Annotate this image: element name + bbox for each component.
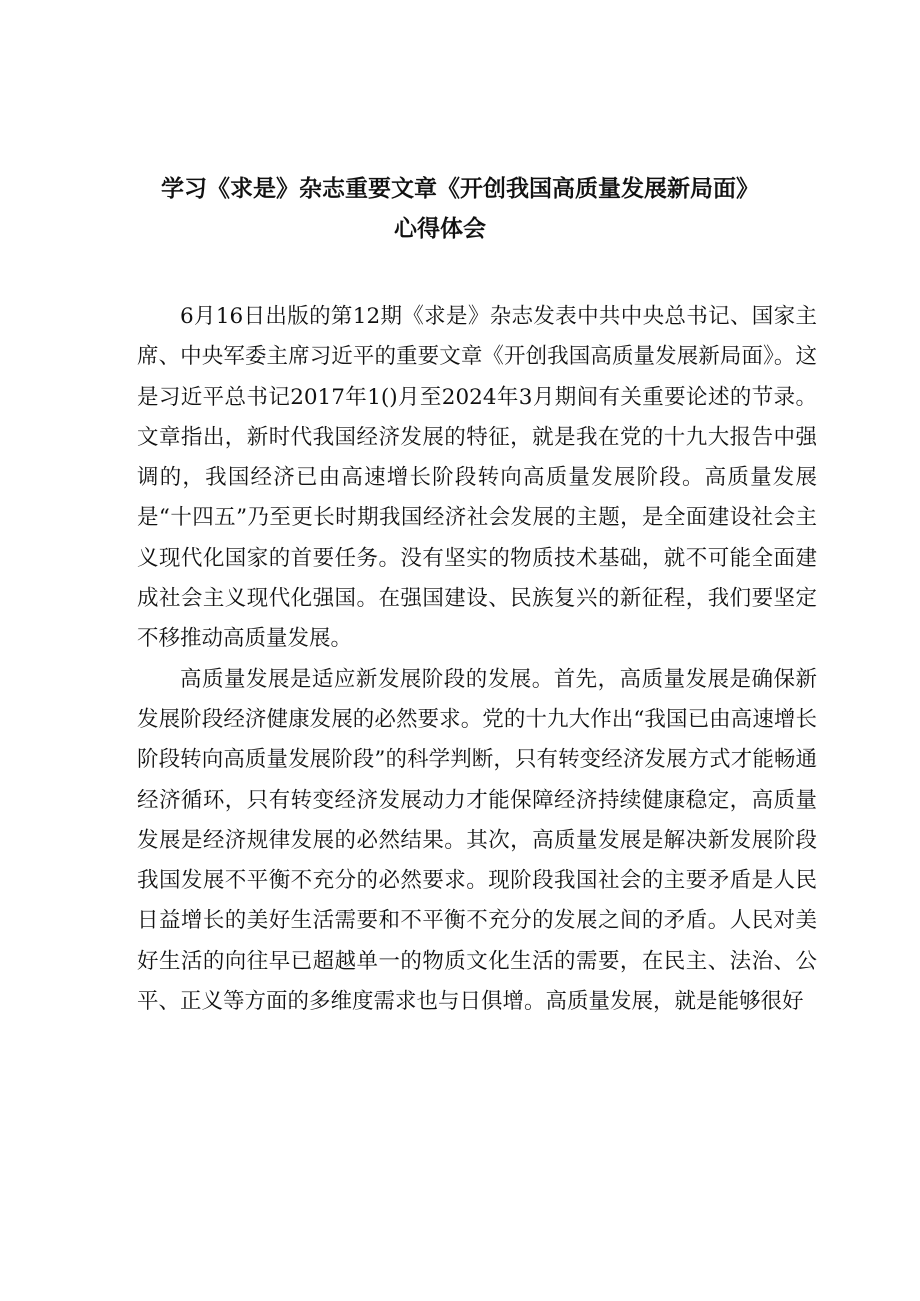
document-title-line-1: 学习《求是》杂志重要文章《开创我国高质量发展新局面》 [161,176,759,202]
paragraph-2: 高质量发展是适应新发展阶段的发展。首先，高质量发展是确保新发展阶段经济健康发展的必然要求。党的十九大作出“我国已由高速增长阶段转向高质量发展阶段”的科学判断，只有转变经济发展方式才能畅通经济循环，只有转变经济发展动力才能保障经济持续健康稳定，高质量发展是经济规律发展的必然结果。其次，高质量发展是解决新发展阶段我国发展不平衡不充分的必然要求。现阶段我国社会的主要矛盾是人民日益增长的美好生活需要和不平衡不充分的发展之间的矛盾。人民对美好生活的向往早已超越单一的物质文化生活的需要，在民主、法治、公平、正义等方面的多维度需求也与日俱增。高质量发展，就是能够很好 [137,666,817,1015]
paragraph-1: 6月16日出版的第12期《求是》杂志发表中共中央总书记、国家主席、中央军委主席习近平的重要文章《开创我国高质量发展新局面》。这是习近平总书记2017年1()月至2024年3月期间有关重要论述的节录。文章指出，新时代我国经济发展的特征，就是我在党的十九大报告中强调的，我国经济已由高速增长阶段转向高质量发展阶段。高质量发展是“十四五”乃至更长时期我国经济社会发展的主题，是全面建设社会主义现代化国家的首要任务。没有坚实的物质技术基础，就不可能全面建成社会主义现代化强国。在强国建设、民族复兴的新征程，我们要坚定不移推动高质量发展。 [137,304,817,652]
document-title-line-2: 心得体会 [394,216,486,242]
document-body [137,297,817,1022]
